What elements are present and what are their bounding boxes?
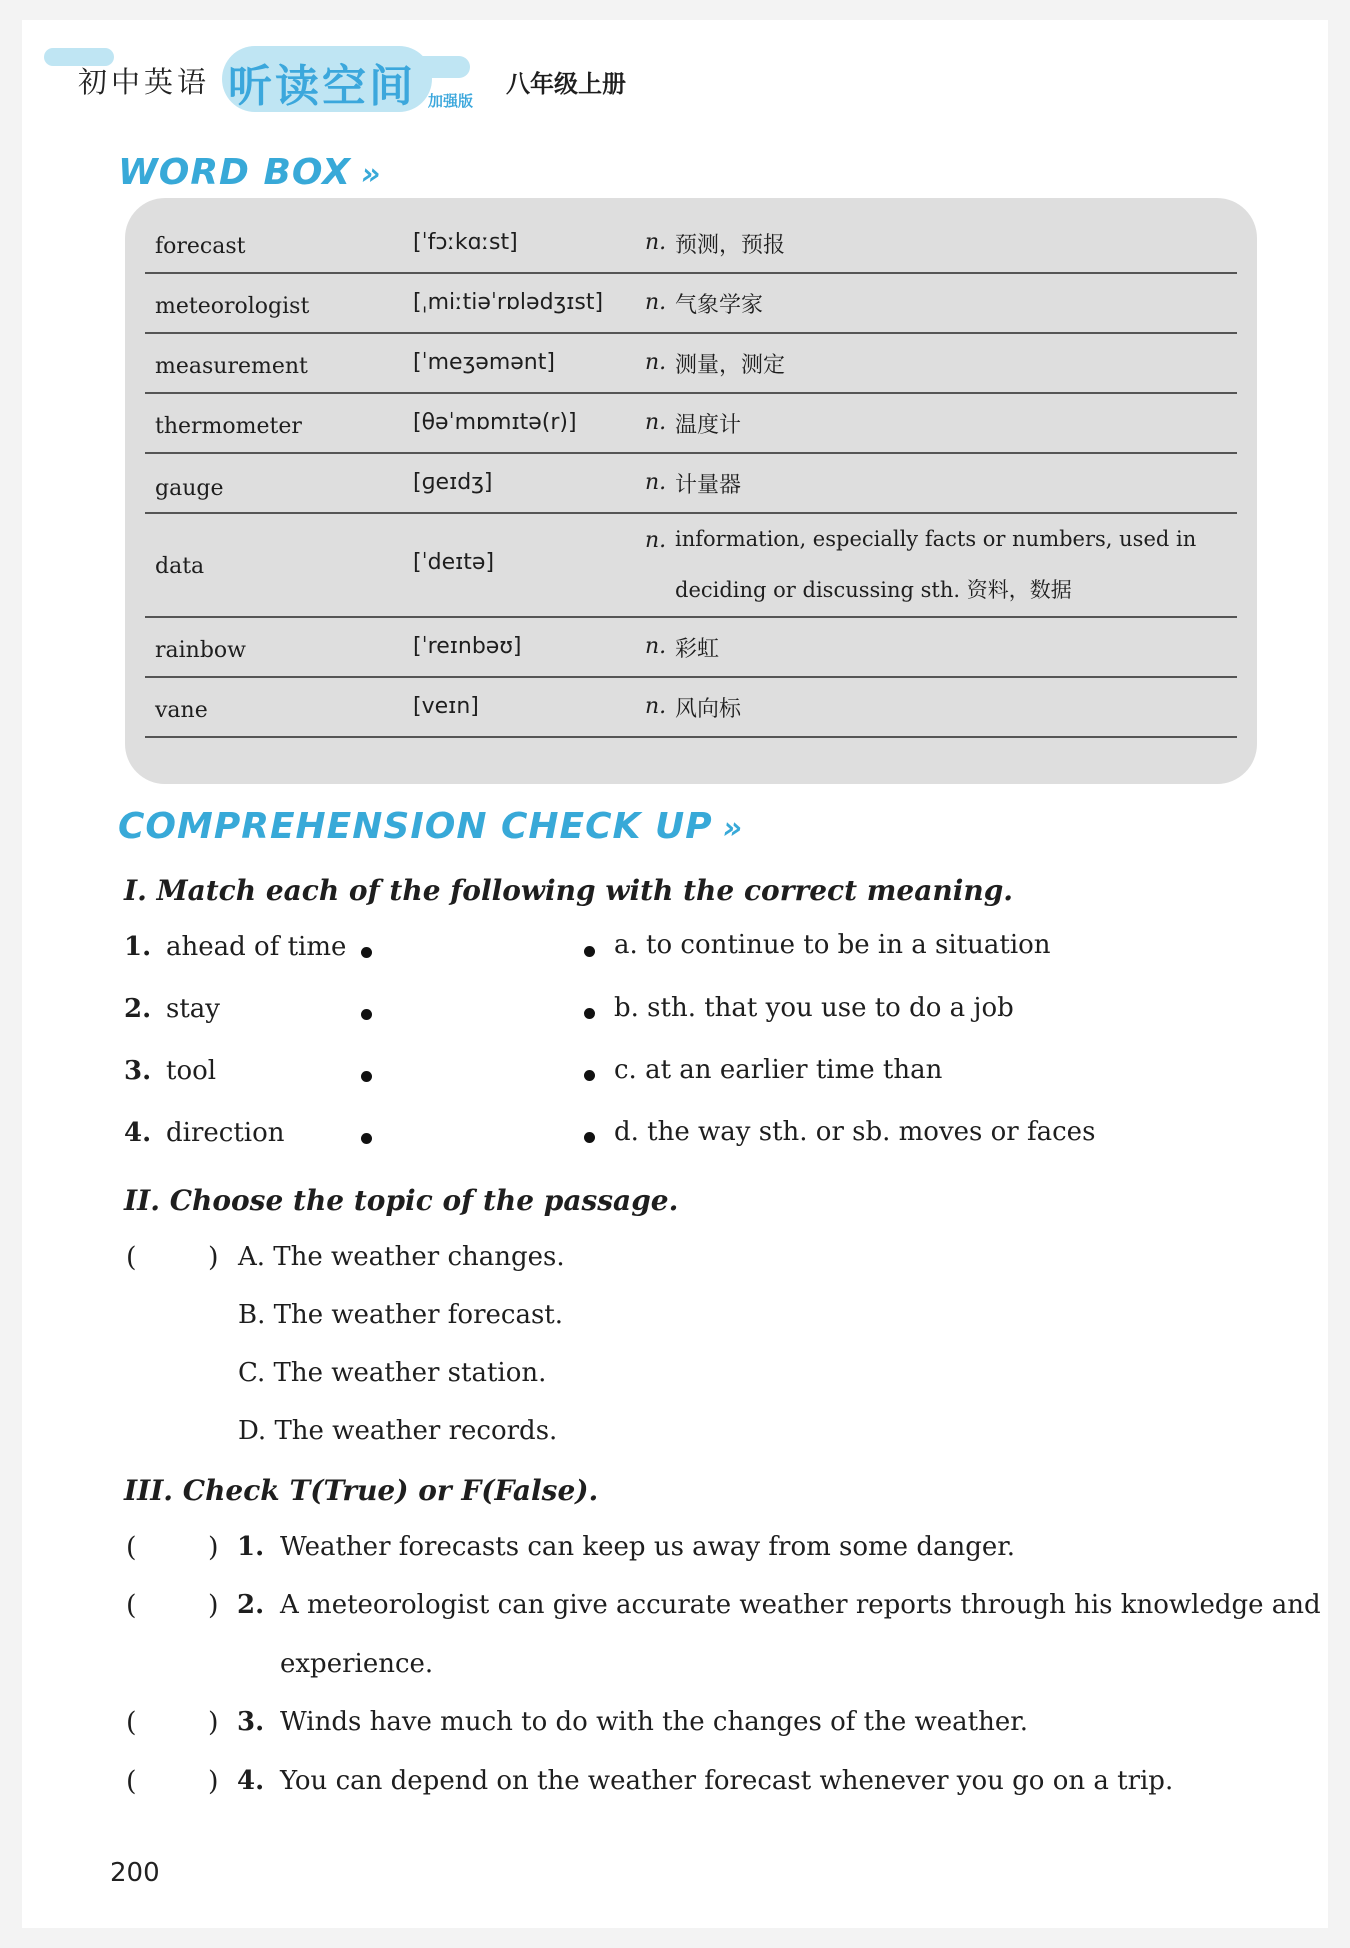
answer-paren-open[interactable]: ( bbox=[126, 1707, 137, 1738]
comprehension-heading bbox=[118, 806, 743, 847]
answer-paren-close[interactable]: ) bbox=[208, 1242, 219, 1273]
answer-paren-close[interactable]: ) bbox=[208, 1590, 219, 1621]
statement-number: 4. bbox=[237, 1766, 265, 1796]
meaning-continued: deciding or discussing sth. 资料，数据 bbox=[675, 578, 1072, 602]
match-definition: a. to continue to be in a situation bbox=[614, 930, 1051, 960]
part-of-speech: n. bbox=[645, 290, 667, 315]
phonetic: [veɪn] bbox=[413, 694, 479, 719]
word: thermometer bbox=[155, 414, 302, 439]
statement-text: Winds have much to do with the changes of the weather. bbox=[280, 1707, 1029, 1737]
answer-paren-open[interactable]: ( bbox=[126, 1242, 137, 1273]
grade-label: 八年级上册 bbox=[506, 70, 626, 98]
part2-title: II. Choose the topic of the passage. bbox=[124, 1184, 679, 1217]
phonetic: [ˈdeɪtə] bbox=[413, 550, 495, 575]
match-dot-right[interactable] bbox=[584, 946, 595, 957]
match-definition: c. at an earlier time than bbox=[614, 1055, 943, 1085]
word-box-title: WORD BOX bbox=[118, 152, 351, 193]
part-of-speech: n. bbox=[645, 470, 667, 495]
statement-text: A meteorologist can give accurate weather reports through his knowledge and bbox=[280, 1590, 1321, 1620]
word-row bbox=[145, 514, 1237, 618]
meaning: 预测，预报 bbox=[675, 233, 786, 258]
answer-paren-close[interactable]: ) bbox=[208, 1532, 219, 1563]
statement-number: 1. bbox=[237, 1532, 265, 1562]
brand-bubble-decoration bbox=[410, 56, 470, 78]
statement-text: Weather forecasts can keep us away from some danger. bbox=[280, 1532, 1016, 1562]
word: rainbow bbox=[155, 638, 246, 663]
part-of-speech: n. bbox=[645, 694, 667, 719]
answer-paren-close[interactable]: ) bbox=[208, 1707, 219, 1738]
part-of-speech: n. bbox=[645, 230, 667, 255]
word: gauge bbox=[155, 476, 224, 501]
match-dot-right[interactable] bbox=[584, 1070, 595, 1081]
word-box-heading bbox=[118, 152, 381, 193]
part-of-speech: n. bbox=[645, 528, 667, 553]
word-row bbox=[145, 618, 1237, 678]
series-prefix: 初中英语 bbox=[78, 65, 211, 99]
statement-text-continued: experience. bbox=[280, 1649, 434, 1679]
word-row bbox=[145, 334, 1237, 394]
word: forecast bbox=[155, 234, 246, 259]
match-dot-right[interactable] bbox=[584, 1132, 595, 1143]
double-chevron-icon: » bbox=[722, 811, 744, 846]
meaning: 温度计 bbox=[675, 413, 742, 438]
match-definition: d. the way sth. or sb. moves or faces bbox=[614, 1117, 1096, 1147]
match-number: 2. bbox=[124, 994, 152, 1024]
word-box-table bbox=[125, 198, 1257, 784]
choice-option: C. The weather station. bbox=[238, 1358, 547, 1388]
word: measurement bbox=[155, 354, 308, 379]
match-dot-right[interactable] bbox=[584, 1008, 595, 1019]
match-term: stay bbox=[166, 994, 220, 1024]
statement-text: You can depend on the weather forecast whenever you go on a trip. bbox=[280, 1766, 1174, 1796]
part1-title: I. Match each of the following with the correct meaning. bbox=[124, 874, 1014, 907]
match-term: ahead of time bbox=[166, 932, 347, 962]
match-number: 1. bbox=[124, 932, 152, 962]
word-row bbox=[145, 394, 1237, 454]
match-number: 3. bbox=[124, 1056, 152, 1086]
word: data bbox=[155, 554, 205, 579]
statement-number: 3. bbox=[237, 1707, 265, 1737]
phonetic: [ˈreɪnbəʊ] bbox=[413, 634, 522, 659]
word: vane bbox=[155, 698, 208, 723]
meaning: information, especially facts or numbers, used in bbox=[675, 527, 1197, 551]
match-term: tool bbox=[166, 1056, 217, 1086]
double-chevron-icon: » bbox=[360, 157, 382, 192]
match-dot-left[interactable] bbox=[361, 947, 372, 958]
word: meteorologist bbox=[155, 294, 310, 319]
answer-paren-open[interactable]: ( bbox=[126, 1532, 137, 1563]
part3-title: III. Check T(True) or F(False). bbox=[124, 1474, 599, 1507]
word-row bbox=[145, 678, 1237, 738]
comprehension-title: COMPREHENSION CHECK UP bbox=[118, 806, 713, 847]
choice-option: A. The weather changes. bbox=[238, 1242, 565, 1272]
choice-option: B. The weather forecast. bbox=[238, 1300, 563, 1330]
series-name: 听读空间 bbox=[228, 61, 416, 112]
part-of-speech: n. bbox=[645, 634, 667, 659]
part-of-speech: n. bbox=[645, 410, 667, 435]
phonetic: [ˌmiːtiəˈrɒlədʒɪst] bbox=[413, 290, 604, 315]
edition-label: 加强版 bbox=[428, 92, 474, 110]
page-number: 200 bbox=[110, 1858, 160, 1888]
answer-paren-open[interactable]: ( bbox=[126, 1590, 137, 1621]
phonetic: [ˈmeʒəmənt] bbox=[413, 350, 555, 375]
phonetic: [θəˈmɒmɪtə(r)] bbox=[413, 410, 577, 435]
match-dot-left[interactable] bbox=[361, 1009, 372, 1020]
meaning: 计量器 bbox=[675, 473, 742, 498]
match-dot-left[interactable] bbox=[361, 1133, 372, 1144]
phonetic: [ɡeɪdʒ] bbox=[413, 470, 493, 495]
word-row bbox=[145, 274, 1237, 334]
statement-number: 2. bbox=[237, 1590, 265, 1620]
answer-paren-close[interactable]: ) bbox=[208, 1766, 219, 1797]
match-definition: b. sth. that you use to do a job bbox=[614, 993, 1014, 1023]
answer-paren-open[interactable]: ( bbox=[126, 1766, 137, 1797]
meaning: 彩虹 bbox=[675, 637, 720, 662]
meaning: 风向标 bbox=[675, 697, 742, 722]
meaning: 气象学家 bbox=[675, 293, 764, 318]
word-row bbox=[145, 454, 1237, 514]
part-of-speech: n. bbox=[645, 350, 667, 375]
match-term: direction bbox=[166, 1118, 285, 1148]
phonetic: [ˈfɔːkɑːst] bbox=[413, 230, 518, 255]
match-dot-left[interactable] bbox=[361, 1071, 372, 1082]
choice-option: D. The weather records. bbox=[238, 1416, 558, 1446]
match-number: 4. bbox=[124, 1118, 152, 1148]
meaning: 测量，测定 bbox=[675, 353, 786, 378]
word-row bbox=[145, 212, 1237, 274]
